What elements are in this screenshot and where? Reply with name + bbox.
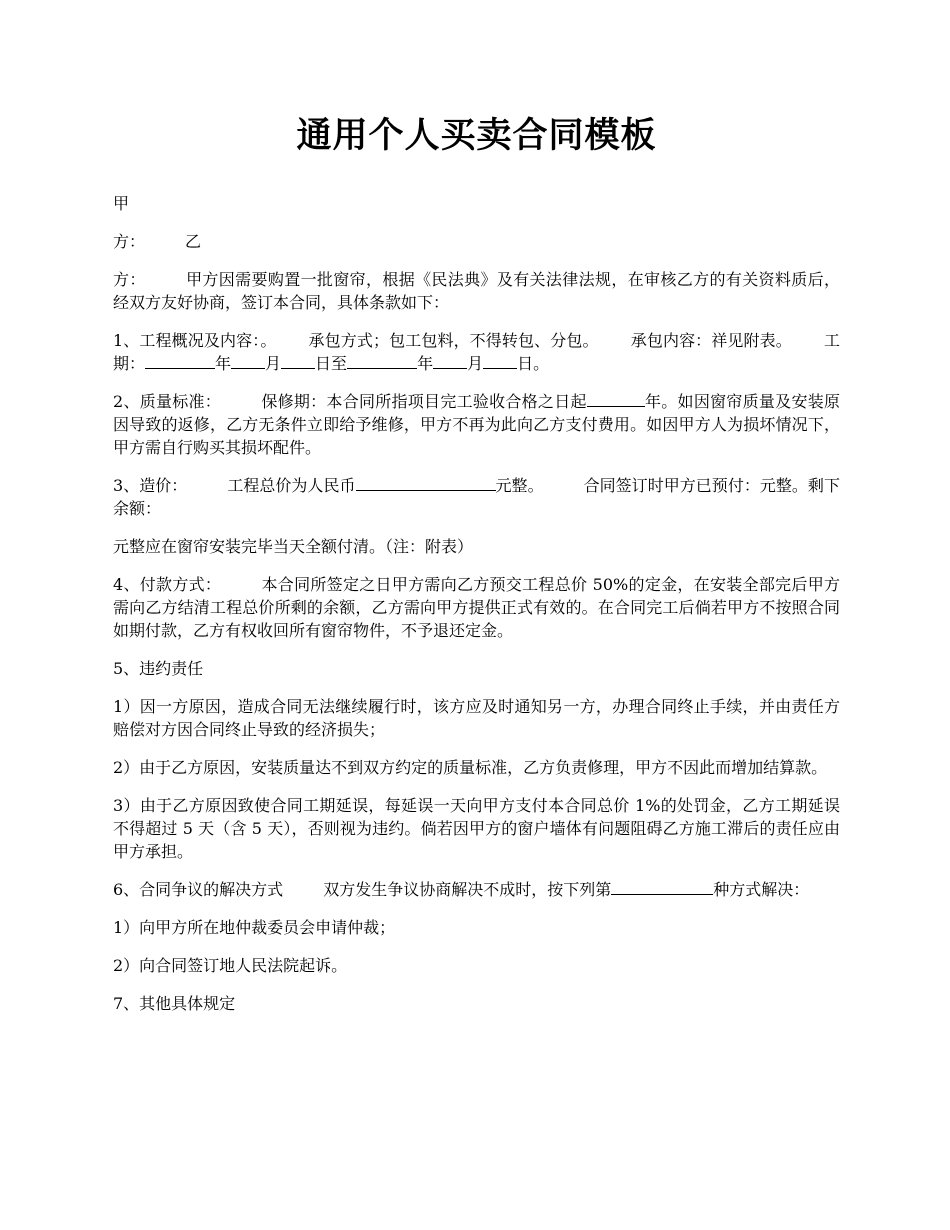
section-5-heading: 5、违约责任	[113, 659, 204, 678]
blank-field	[433, 353, 467, 369]
blank-field	[281, 353, 315, 369]
blank-field	[611, 879, 713, 895]
section-5-item-1: 1）因一方原因，造成合同无法继续履行时，该方应及时通知另一方，办理合同终止手续，并由责任方赔偿对方因合同终止导致的经济损失；	[113, 697, 840, 739]
section-3-remainder: 元整应在窗帘安装完毕当天全额付清。（注：附表）	[113, 537, 474, 556]
blank-field	[231, 353, 265, 369]
document-page	[113, 110, 840, 1030]
blank-field	[356, 475, 496, 491]
intro-paragraph: 方： 甲方因需要购置一批窗帘，根据《民法典》及有关法律法规，在审核乙方的有关资料质后，经双方友好协商，签订本合同，具体条款如下：	[113, 270, 840, 312]
document-title: 通用个人买卖合同模板	[296, 115, 657, 156]
section-6-item-1: 1）向甲方所在地仲裁委员会申请仲裁；	[113, 918, 396, 937]
blank-field	[587, 391, 645, 407]
section-5-item-2: 2）由于乙方原因，安装质量达不到双方约定的质量标准，乙方负责修理，甲方不因此而增加结算款。	[113, 758, 828, 777]
section-5-item-3: 3）由于乙方原因致使合同工期延误，每延误一天向甲方支付本合同总价 1%的处罚金，乙方工期延误不得超过 5 天（含 5 天），否则视为违约。倘若因甲方的窗户墙体有问题阻碍乙方施工滞后的责任应由甲方承担。	[113, 796, 840, 861]
section-4: 4、付款方式： 本合同所签定之日甲方需向乙方预交工程总价 50%的定金，在安装全部完后甲方需向乙方结清工程总价所剩的余额，乙方需向甲方提供正式有效的。在合同完工后倘若甲方不按照合同如期付款，乙方有权收回所有窗帘物件，不予退还定金。	[113, 575, 840, 640]
section-6: 6、合同争议的解决方式 双方发生争议协商解决不成时，按下列第 种方式解决：	[113, 880, 810, 899]
section-7-heading: 7、其他具体规定	[113, 994, 236, 1013]
blank-field	[483, 353, 517, 369]
section-2: 2、质量标准： 保修期：本合同所指项目完工验收合格之日起 年。如因窗帘质量及安装原因导致的返修，乙方无条件立即给予维修，甲方不再为此向乙方支付费用。如因甲方人为损坏情况下，甲方需自行购买其损坏配件。	[113, 392, 840, 457]
section-1: 1、工程概况及内容：。 承包方式；包工包料，不得转包、分包。 承包内容：祥见附表。 工期： 年 月 日至 年 月 日。	[113, 331, 840, 373]
party-b-label: 方： 乙	[113, 232, 202, 251]
party-a-label: 甲	[113, 194, 130, 213]
blank-field	[145, 353, 215, 369]
section-6-item-2: 2）向合同签订地人民法院起诉。	[113, 956, 348, 975]
section-3: 3、造价： 工程总价为人民币 元整。 合同签订时甲方已预付：元整。剩下余额：	[113, 476, 840, 518]
blank-field	[347, 353, 417, 369]
